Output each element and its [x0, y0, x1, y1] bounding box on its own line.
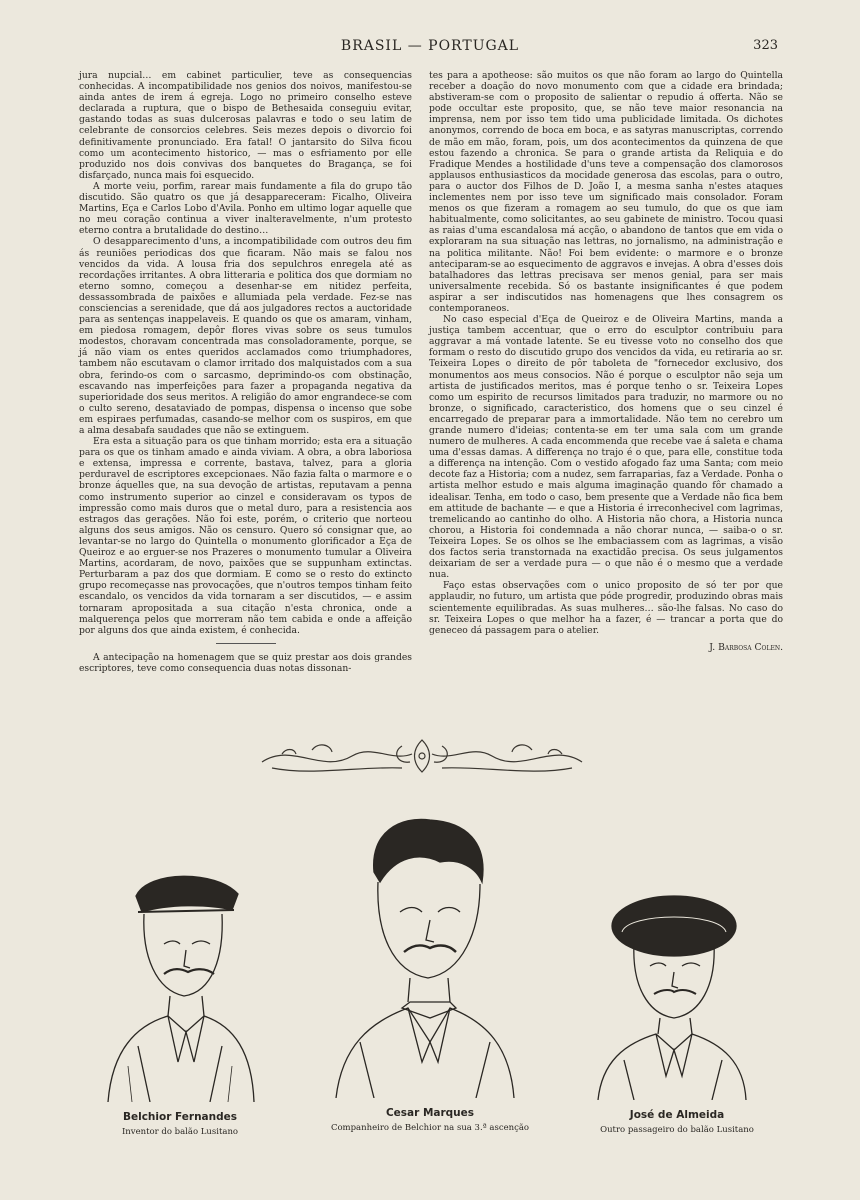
author-signature: J. Barbosa Colen. — [709, 641, 783, 653]
article-column-left — [79, 70, 412, 674]
portrait-description: Outro passageiro do balão Lusitano — [600, 1125, 754, 1135]
portrait-description: Inventor do balão Lusitano — [121, 1127, 239, 1137]
portrait-name: Belchior Fernandes — [122, 1111, 238, 1123]
article-paragraph: jura nupcial… em cabinet particulier, teve as consequencias conhecidas. A incompatibilidade nos genios dos noivos, manifestou-se ainda antes de irem á egreja. Logo no primeiro conselho esteve declarada a ruptura, que o bispo de Bethesaida conseguiu evitar, gastando todas as suas dulcerosas palavras e todo o seu latim de celebrante de consorcios celebres. Seis mezes depois o divorcio foi definitivamente pronunciado. Era fatal! O jantarsito do Silva ficou como um acontecimento historico, — mas o esfriamento por elle produzido nos dois convivas dos banquetes do Bragança, se foi disfarçado, nunca mais foi esquecido. — [79, 70, 412, 181]
article-paragraph: No caso especial d'Eça de Queiroz e de Oliveira Martins, manda a justiça tambem accentuar, que o erro do esculptor contribuiu para aggravar a má vontade latente. Se eu tivesse voto no conselho dos que formam o resto do discutido grupo dos vencidos da vida, eu retiraria ao sr. Teixeira Lopes o direito de pôr taboleta de "fornecedor exclusivo, dos monumentos aos meus consocios. Não é porque o esculptor não seja um artista de justificados meritos, mas é porque tenho o sr. Teixeira Lopes como um espirito de recursos limitados para traduzir, no marmore ou no bronze, o significado, caracteristico, dos homens que o seu cinzel é encarregado de preparar para a immortalidade. Não tem no cerebro um grande numero d'ideias; contenta-se em ter uma sala com um grande numero de mulheres. A cada encommenda que recebe vae á saleta e chama uma d'essas damas. A differença no trajo é o que, para elle, constitue toda a differença na intenção. Com o vestido afogado faz uma Santa; com meio decote faz a Historia; com a nudez, sem farraparias, faz a Verdade. Ponha o artista melhor estudo e mais alguma imaginação quando fôr chamado a idealisar. Tenha, em todo o caso, bem presente que a Verdade não fica bem em attitude de bachante — e que a Historia é irreconhecivel com lagrimas, tremelicando ao cantinho do olho. A Historia não chora, a Historia nunca chorou, a Historia foi condemnada a não chorar nunca, — saiba-o o sr. Teixeira Lopes. Se os olhos se lhe embaciassem com as lagrimas, a visão dos factos seria transtornada na exactidão precisa. Os seus julgamentos deixariam de ser a verdade pura — o que não é o mesmo que a verdade nua. — [429, 314, 783, 581]
article-paragraph: A morte veiu, porfim, rarear mais fundamente a fila do grupo tão discutido. São quatro os que já desappareceram: Ficalho, Oliveira Martins, Eça e Carlos Lobo d'Avila. Ponho em ultimo logar aquelle que no meu coração continua a viver inalteravelmente, n'um protesto eterno contra a brutalidade do destino… — [79, 180, 412, 237]
portrait-name: Cesar Marques — [385, 1107, 475, 1119]
article-paragraph: Faço estas observações com o unico proposito de só ter por que applaudir, no futuro, um artista que póde progredir, produzindo obras mais scientemente equilibradas. As suas mulheres… são-lhe falsas. No caso do sr. Teixeira Lopes o que melhor ha a fazer, é — trancar a porta que do geneceo dá passagem para o atelier. — [429, 580, 783, 636]
article-paragraph: Era esta a situação para os que tinham morrido; esta era a situação para os que os tinham amado e ainda viviam. A obra, a obra laboriosa e extensa, impressa e corrente, bastava, talvez, para a gloria perduravel de escriptores excepcionaes. Não fazia falta o marmore e o bronze áquelles que, na sua devoção de artistas, reputavam a penna como instrumento superior ao cinzel e consideravam os typos de impressão como mais duros que o metal duro, para a resistencia aos estragos das gerações. Não foi este, porém, o criterio que norteou alguns dos seus amigos. Não os censuro. Quero só consignar que, ao levantar-se no largo do Quintella o monumento glorificador a Eça de Queiroz e ao erguer-se nos Prazeres o monumento tumular a Oliveira Martins, acordaram, de novo, paixões que se suppunham extinctas. Perturbaram a paz dos que dormiam. E como se o resto do extincto grupo recomeçasse nas provocações, que n'outros tempos tinham feito escandalo, os vencidos da vida tornaram a ser discutidos, — e assim tornaram apropositada a sua citação n'esta chronica, onde a malquerença pelos que morreram não tem cabida e onde a affeição por alguns dos que ainda existem, é conhecida. — [79, 436, 412, 636]
portrait-description: Companheiro de Belchior na sua 3.ª ascenção — [330, 1123, 530, 1133]
page-header — [0, 38, 860, 58]
article-paragraph: tes para a apotheose: são muitos os que não foram ao largo do Quintella receber a doação do novo monumento com que a cidade era brindada; abstiveram-se com o proposito de salientar o repudio á offerta. Não se pode occultar este proposito, que, se não teve maior resonancia na imprensa, nem por isso tem tido uma publicidade limitada. Os dichotes anonymos, correndo de boca em boca, e as satyras manuscriptas, correndo de mão em mão, foram, pois, um dos acontecimentos da quinzena de que estou fazendo a chronica. Se para o grande artista da Reliquia e do Fradique Mendes a hostilidade d'uns teve a compensação dos clamorosos applausos enthusiasticos da mocidade generosa das escolas, para o outro, para o auctor dos Filhos de D. João I, a mesma sanha n'estes ataques inclementes nem por isso teve um significado mais consolador. Foram menos os que fizeram a romagem ao seu tumulo, do que os que iam habitualmente, como solicitantes, ao seu gabinete de ministro. Tocou quasi as raias d'uma escandalosa má acção, o abandono de tantos que em vida o exploraram na sua situação nas lettras, no jornalismo, na administração e na politica militante. Não! Foi bem evidente: o marmore e o bronze anteciparam-se ao esquecimento de aggravos e invejas. A obra d'esses dois batalhadores das lettras precisava ser menos genial, para ser mais universalmente recebida. Só os bastante insignificantes é que podem aspirar a ser indiscutidos nas homenagens que lhes consagrem os contemporaneos. — [429, 70, 783, 314]
article-paragraph: O desapparecimento d'uns, a incompatibilidade com outros deu fim ás reuniões periodicas dos que ficaram. Não mais se falou nos vencidos da vida. A lousa fria dos sepulchros enregela até as recordações irritantes. A obra litteraria e politica dos que dormiam no eterno somno, começou a desenhar-se em nitidez perfeita, dessassombrada de paixões e allumiada pela verdade. Fez-se nas consciencias a serenidade, que dá aos julgadores rectos a auctoridade para as sentenças inappelaveis. E quando os que os amaram, vinham, em piedosa romagem, depôr flores vivas sobre os seus tumulos modestos, choravam concentrada mas consoladoramente, porque, se já não viam os entes queridos acclamados como triumphadores, tambem não escutavam o clamor irritado dos malquistados com a sua obra, ferindo-os com o sarcasmo, deprimindo-os com obstinação, escavando nas imperfeições para fazer a propaganda negativa da superioridade dos seus meritos. A religião do amor engrandece-se com o culto sereno, desataviado de pompas, dispensa o incenso que sobe em espiraes perfumadas, casando-se melhor com os suspiros, em que a alma desabafa saudades que não se extinguem. — [79, 236, 412, 436]
page-number: 323 — [753, 38, 778, 53]
portrait-cesar-marques — [330, 812, 520, 1098]
portrait-name: José de Almeida — [629, 1109, 725, 1121]
masthead-title: BRASIL — PORTUGAL — [340, 38, 520, 54]
portrait-caption — [100, 1111, 260, 1137]
article-paragraph: A antecipação na homenagem que se quiz prestar aos dois grandes escriptores, teve como consequencia duas notas dissonan- — [79, 651, 412, 674]
portrait-caption — [582, 1109, 772, 1135]
portrait-jose-de-almeida — [594, 890, 750, 1100]
article-column-right — [429, 70, 783, 653]
portrait-belchior-fernandes — [98, 866, 260, 1102]
decorative-ornament — [252, 732, 592, 778]
section-divider — [216, 643, 276, 644]
portrait-caption — [310, 1107, 550, 1133]
